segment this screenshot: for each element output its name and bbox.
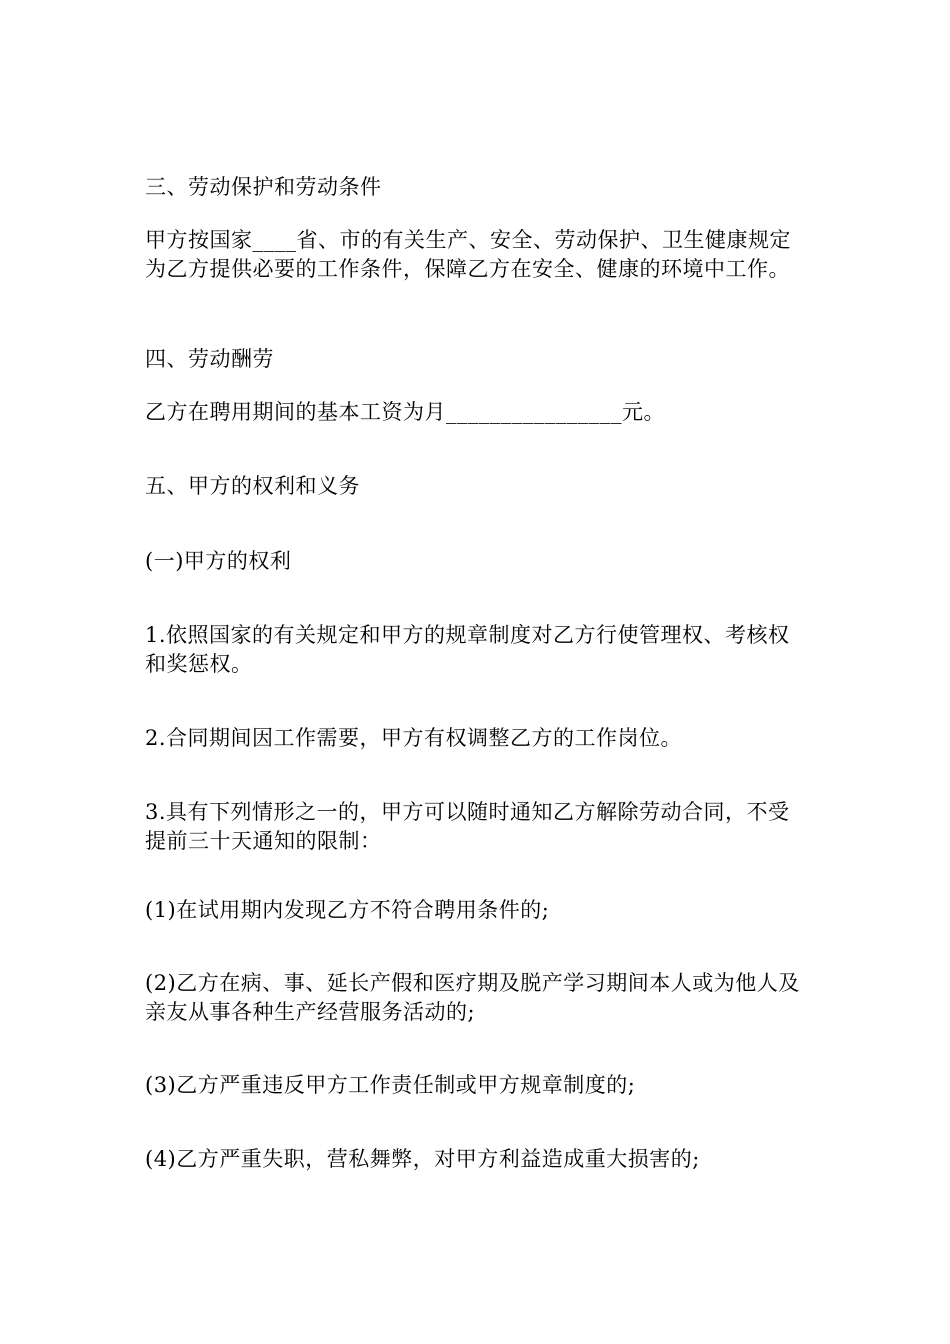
sub-item-3: (3)乙方严重违反甲方工作责任制或甲方规章制度的; xyxy=(145,1073,636,1097)
paragraph-basic-salary: 乙方在聘用期间的基本工资为月________________元。 xyxy=(145,400,665,424)
section-heading-remuneration: 四、劳动酬劳 xyxy=(145,347,274,371)
section-heading-labor-protection: 三、劳动保护和劳动条件 xyxy=(145,175,382,199)
sub-item-1: (1)在试用期内发现乙方不符合聘用条件的; xyxy=(145,898,550,922)
sub-item-4: (4)乙方严重失职，营私舞弊，对甲方利益造成重大损害的; xyxy=(145,1147,700,1171)
section-heading-party-a-rights-duties: 五、甲方的权利和义务 xyxy=(145,474,360,498)
paragraph-working-conditions: 甲方按国家____省、市的有关生产、安全、劳动保护、卫生健康规定为乙方提供必要的工作条件，保障乙方在安全、健康的环境中工作。 xyxy=(145,228,791,281)
list-item-3: 3.具有下列情形之一的，甲方可以随时通知乙方解除劳动合同，不受提前三十天通知的限制： xyxy=(145,800,790,853)
list-item-1: 1.依照国家的有关规定和甲方的规章制度对乙方行使管理权、考核权和奖惩权。 xyxy=(145,623,790,676)
list-item-2: 2.合同期间因工作需要，甲方有权调整乙方的工作岗位。 xyxy=(145,726,683,750)
sub-item-2: (2)乙方在病、事、延长产假和医疗期及脱产学习期间本人或为他人及亲友从事各种生产经营服务活动的; xyxy=(145,971,800,1024)
subsection-heading-party-a-rights: (一)甲方的权利 xyxy=(145,549,292,573)
